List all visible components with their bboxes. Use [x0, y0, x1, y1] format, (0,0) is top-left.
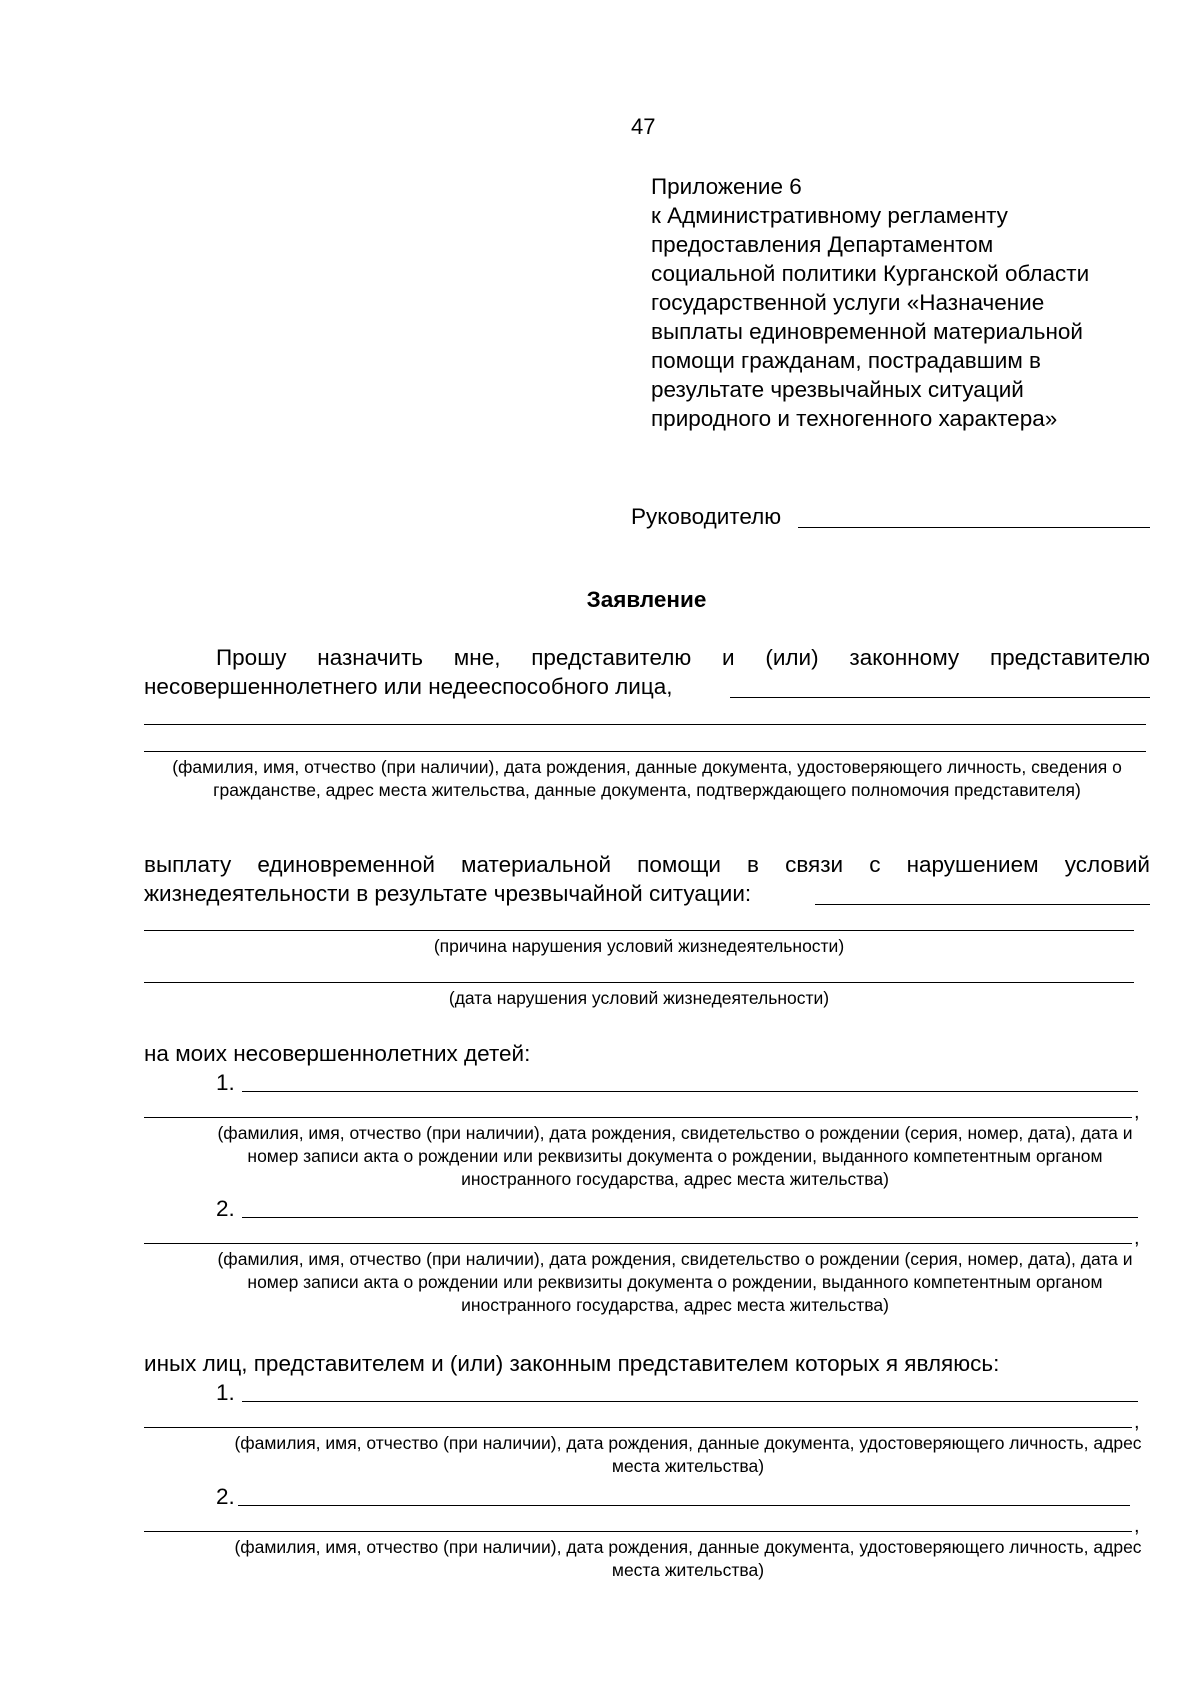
appendix-header	[651, 172, 1089, 433]
payment-word: помощи	[637, 852, 721, 877]
payment-word: с	[869, 852, 881, 877]
reason-field-line[interactable]	[144, 930, 1134, 931]
applicant-field-line[interactable]	[144, 751, 1146, 752]
request-word: и	[722, 645, 735, 670]
comma: ,	[1134, 1411, 1140, 1433]
child-2-note: (фамилия, имя, отчество (при наличии), дата рождения, свидетельство о рождении (серия, номер, дата), дата и номер записи акта о рождении или реквизиты документа о рождении, выданного компетентным органом иностранного государства, адрес места жительства)	[217, 1249, 1133, 1315]
reason-note: (причина нарушения условий жизнедеятельности)	[433, 936, 845, 956]
child-2-field[interactable]	[242, 1217, 1138, 1218]
other-2-note: (фамилия, имя, отчество (при наличии), дата рождения, данные документа, удостоверяющего личность, адрес места жительства)	[234, 1537, 1142, 1580]
children-heading: на моих несовершеннолетних детей:	[144, 1041, 531, 1066]
addressee-label: Руководителю	[631, 504, 782, 529]
request-word: законному	[849, 645, 960, 670]
others-heading: иных лиц, представителем и (или) законным представителем которых я являюсь:	[144, 1351, 1000, 1376]
request-word: назначить	[317, 645, 424, 670]
payment-word: условий	[1064, 852, 1150, 877]
request-word: представителю	[531, 645, 692, 670]
other-2-field-line[interactable]	[144, 1531, 1132, 1532]
appendix-line: Приложение 6	[651, 174, 802, 199]
payment-line-1	[144, 852, 1150, 878]
payment-word: в	[747, 852, 759, 877]
other-number: 2.	[216, 1484, 235, 1509]
child-1-note: (фамилия, имя, отчество (при наличии), дата рождения, свидетельство о рождении (серия, номер, дата), дата и номер записи акта о рождении или реквизиты документа о рождении, выданного компетентным органом иностранного государства, адрес места жительства)	[217, 1123, 1133, 1189]
child-1-field[interactable]	[242, 1091, 1138, 1092]
appendix-line: к Административному регламенту	[651, 203, 1008, 228]
appendix-line: помощи гражданам, пострадавшим в	[651, 348, 1042, 373]
payment-word: материальной	[461, 852, 612, 877]
appendix-line: государственной услуги «Назначение	[651, 290, 1045, 315]
request-line-1	[144, 645, 1150, 671]
child-1-field-line[interactable]	[144, 1117, 1132, 1118]
applicant-note: (фамилия, имя, отчество (при наличии), дата рождения, данные документа, удостоверяющего личность, сведения о гражданстве, адрес места жительства, данные документа, подтверждающего полномочия представителя)	[172, 757, 1122, 800]
other-1-field-line[interactable]	[144, 1427, 1132, 1428]
applicant-field[interactable]	[730, 697, 1150, 698]
page-number: 47	[631, 114, 656, 139]
request-line-2: несовершеннолетнего или недееспособного лица,	[144, 674, 673, 699]
payment-line-2: жизнедеятельности в результате чрезвычайной ситуации:	[144, 881, 752, 906]
comma: ,	[1134, 1515, 1140, 1537]
date-field[interactable]	[144, 982, 1134, 983]
reason-field[interactable]	[815, 904, 1150, 905]
appendix-line: результате чрезвычайных ситуаций	[651, 377, 1024, 402]
payment-word: единовременной	[257, 852, 435, 877]
appendix-line: природного и техногенного характера»	[651, 406, 1058, 431]
applicant-field-line[interactable]	[144, 724, 1146, 725]
other-1-note: (фамилия, имя, отчество (при наличии), дата рождения, данные документа, удостоверяющего личность, адрес места жительства)	[234, 1433, 1142, 1476]
addressee-field[interactable]	[798, 527, 1150, 528]
comma: ,	[1134, 1227, 1140, 1249]
request-word: мне,	[453, 645, 501, 670]
request-word: представителю	[989, 645, 1150, 670]
other-2-field[interactable]	[238, 1505, 1130, 1506]
payment-word: нарушением	[906, 852, 1039, 877]
appendix-line: социальной политики Курганской области	[651, 261, 1090, 286]
appendix-line: выплаты единовременной материальной	[651, 319, 1083, 344]
date-note: (дата нарушения условий жизнедеятельности)	[448, 988, 830, 1008]
request-word: (или)	[765, 645, 819, 670]
comma: ,	[1134, 1101, 1140, 1123]
document-title: Заявление	[586, 587, 707, 612]
child-number: 1.	[216, 1070, 235, 1095]
payment-word: связи	[785, 852, 844, 877]
request-word: Прошу	[216, 645, 287, 670]
appendix-line: предоставления Департаментом	[651, 232, 994, 257]
child-2-field-line[interactable]	[144, 1243, 1132, 1244]
payment-word: выплату	[144, 852, 232, 877]
child-number: 2.	[216, 1196, 235, 1221]
other-1-field[interactable]	[242, 1401, 1138, 1402]
other-number: 1.	[216, 1380, 235, 1405]
